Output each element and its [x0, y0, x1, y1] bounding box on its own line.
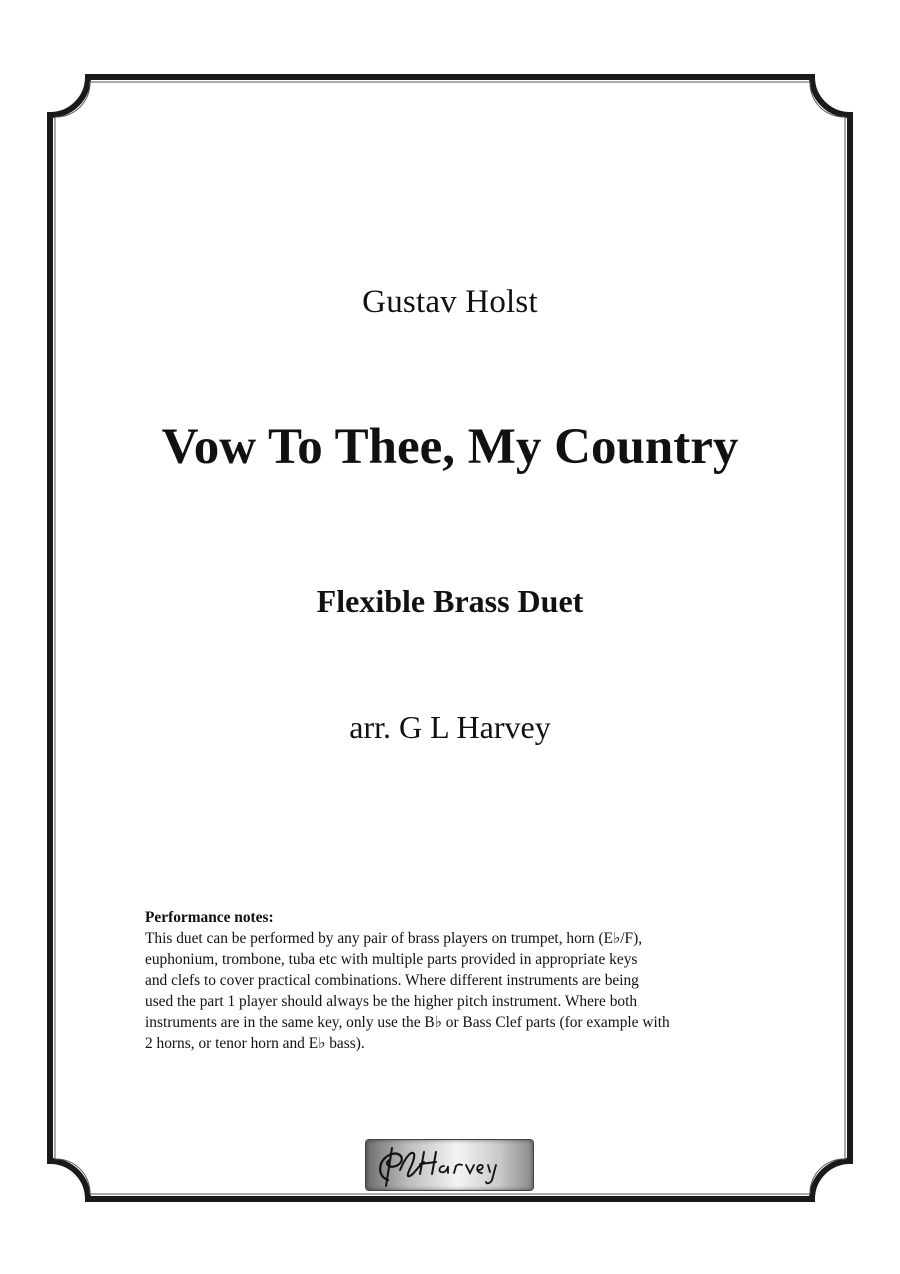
performance-notes-line: 2 horns, or tenor horn and E♭ bass).: [145, 1035, 365, 1052]
publisher-logo: [366, 1140, 533, 1190]
performance-notes-line: euphonium, trombone, tuba etc with multiple parts provided in appropriate keys: [145, 951, 638, 968]
arranger-credit: arr. G L Harvey: [349, 709, 551, 745]
performance-notes-line: instruments are in the same key, only use the B♭ or Bass Clef parts (for example with: [145, 1014, 670, 1031]
performance-notes-heading: Performance notes:: [145, 909, 274, 926]
piece-title: Vow To Thee, My Country: [161, 419, 739, 475]
performance-notes-line: This duet can be performed by any pair of brass players on trumpet, horn (E♭/F),: [145, 930, 643, 947]
treble-clef-signature-logo-icon: [366, 1140, 533, 1190]
ensemble-subtitle: Flexible Brass Duet: [316, 583, 584, 619]
composer-name: Gustav Holst: [362, 284, 538, 320]
performance-notes-line: used the part 1 player should always be the higher pitch instrument. Where both: [145, 993, 638, 1010]
performance-notes-line: and clefs to cover practical combinations. Where different instruments are being: [145, 972, 639, 989]
performance-notes: [145, 907, 785, 1054]
